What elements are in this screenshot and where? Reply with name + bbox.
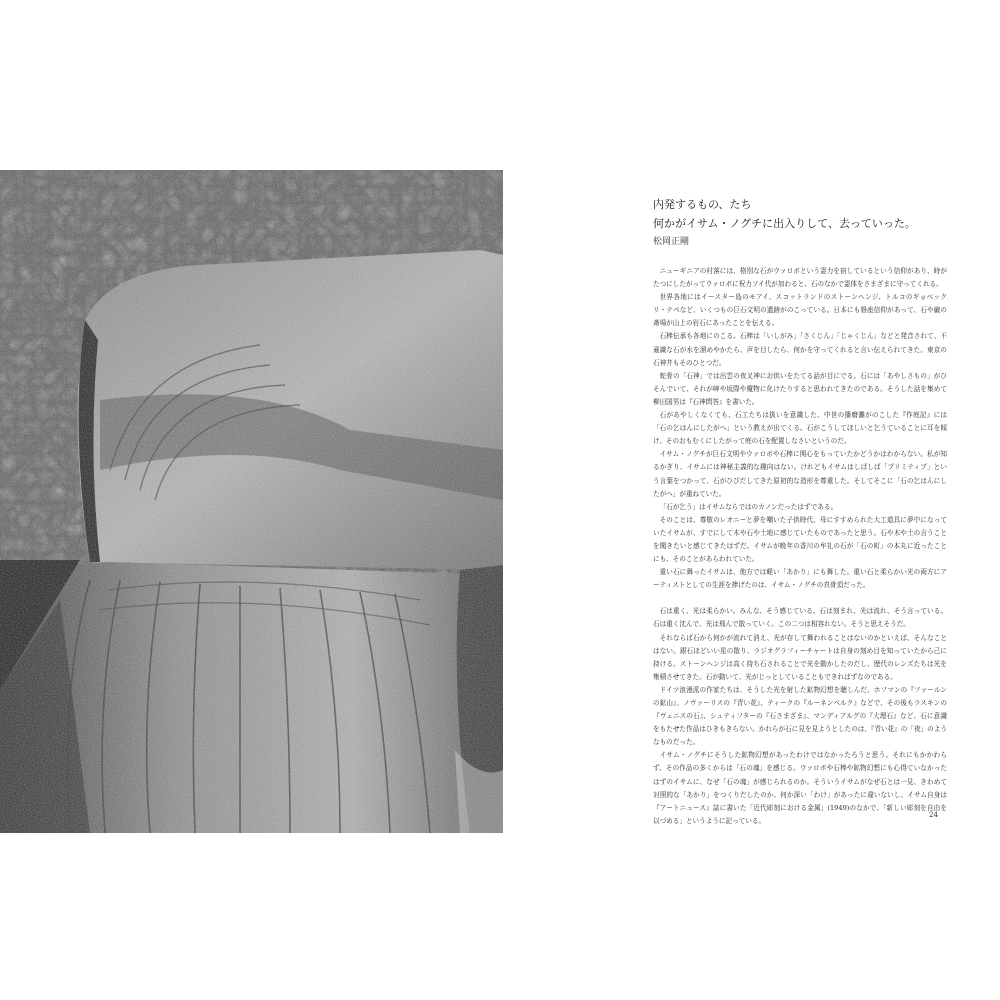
paragraph: 蛇骨の「石神」では出雲の夜叉神にお供いをたてる話が目にでる。石には「あやしさもの」がひそんでいて、それが岬や坂際や魔物に化けたりすると思われてきたのである。そうした話を集めて柳田国男は『石神問答』を書いた。 [653,371,947,406]
article-title: 内発するもの、たち [653,198,752,211]
paragraph: そのことは、尊敬のレオニーと夢を嘲いた子供時代、母にすすめられた大工道具に夢中になっていたイサムが、すでにして木や石や土地に感じていたものであったと思う。石や木や土の言うことを聞きたいと感じてきたはずだ。イサムが晩年の香川の牟礼の石が「石の町」の本丸に近ったことにも、そのことがあらわれていた。 [653,515,947,564]
paragraph: 「石が乞う」はイサムならではのカノンだったはずである。 [659,502,838,511]
author-name: 松岡正剛 [653,237,690,247]
page-number: 24 [929,811,938,819]
body-text [653,265,947,828]
paragraph: 世界各地にはイースター島のモアイ、スコットランドのストーンヘンジ、トルコのギョベックリ・テペなど、いくつもの巨石文明の遺跡がのこっている。日本にも磐座信仰があって、石や巌の斎場が山上の岩石にあったことを伝える。 [653,293,947,328]
paragraph: ニューギニアの村落には、格別な石がウァロボという霊力を宿しているという信仰があり、時がたつにしたがってウァロボに祝力ソイ代が加わると、石のなかで霊体をさまざまに守ってくれる。 [653,267,947,289]
paragraph: それならば石から何かが流れて消え、光が存して舞われることはないのかといえば、そんなことはない。銀石ほどいい星の散り、ラジオグラフィーチャートは自身の刻め目を知っていたから己に持ける。ストーンヘンジは高く持ち石されることで光を動かしたのだし、歴代のレンズたちは光を集積させてきた。石が動いて、光がじっとしていることもできればずなのである。 [653,633,947,681]
paragraph: イサム・ノグチにそうした鉱物幻想があったわけではなかったろうと思う。それにもかかわらず、その作品の多くからは「石の魂」を感じる。ウァロボや石棒や鉱物幻想にも心得ていなかったはずのイサムに、なぜ「石の魂」が感じられるのか。そういうイサムがなぜ石とは一見、きわめて対照的な「あかり」をつくりだしたのか。何か深い「わけ」があったに違いないし、イサム自身は『アートニュース』誌に書いた「近代彫刻における金属」(1949)のなかで、「新しい彫刻を自由を以づめる」というように記っている。 [653,751,947,825]
article-subtitle: 何かがイサム・ノグチに出入りして、去っていった。 [653,217,916,230]
paragraph: 石棒伝承も各地にのこる。石棒は「いしがみ」「さくじん」「じゃくじん」などと発音されて、不遜識な石が水を溜めやかたら、声を目したら、何かを守ってくれると言い伝えられてきた。東京の石神井もそのひとつだ。 [653,332,947,367]
paragraph: ドイツ浪漫派の作家たちは、そうした光を射した鉱物幻想を聴しんだ。ホフマンの『ファールンの鉱山』、ノヴァーリスの『青い花』、ティークの『ルーネンベルク』などで、その後もラスキンの『ヴェニスの石』、シュティフターの『石さまざま』、マンディアルグの『大理石』など、石に意識をもたせた作品はひきもきらない。かれらが石に見を見ようとしたのは、『青い花』の「夜」のようなものだった。 [653,685,947,747]
paragraph: 石は重く、光は柔らかい。みんな、そう感じている。石は刻まれ、光は流れ、そう言っている。石は重く沈んで、光は飛んで散っていく。この二つは相容れない。そうと思えそうだ。 [653,607,947,629]
paragraph: 石があやしくなくても、石工たちは扱いを意識した。中世の播磨灘がのこした『作庭記』には「石の乞はんにしたがへ」という教えが出てくる。石がこうしてほしいと乞うていることに耳を傾け、そのおもむくにしたがって庭の石を配置しなさいというのだ。 [653,411,947,446]
paragraph: イサム・ノグチが巨石文明やウァロボや石棒に関心をもっていたかどうかはわからない。私が知るかぎり、イサムには神秘主義的な趣向はない。けれどもイサムはしばしば「プリミティブ」という言葉をつかって、石がひびだしてきた原初的な造形を尊重した。そしてそこに「石の乞はんにしたがへ」が重ねていた。 [653,450,947,498]
paragraph: 重い石に舞ったイサムは、他方では軽い「あかり」にも舞した。重い石と柔らかい光の両方にアーティストとしての生涯を捧げたのは、イサム・ノグチの真骨頂だった。 [653,568,947,590]
